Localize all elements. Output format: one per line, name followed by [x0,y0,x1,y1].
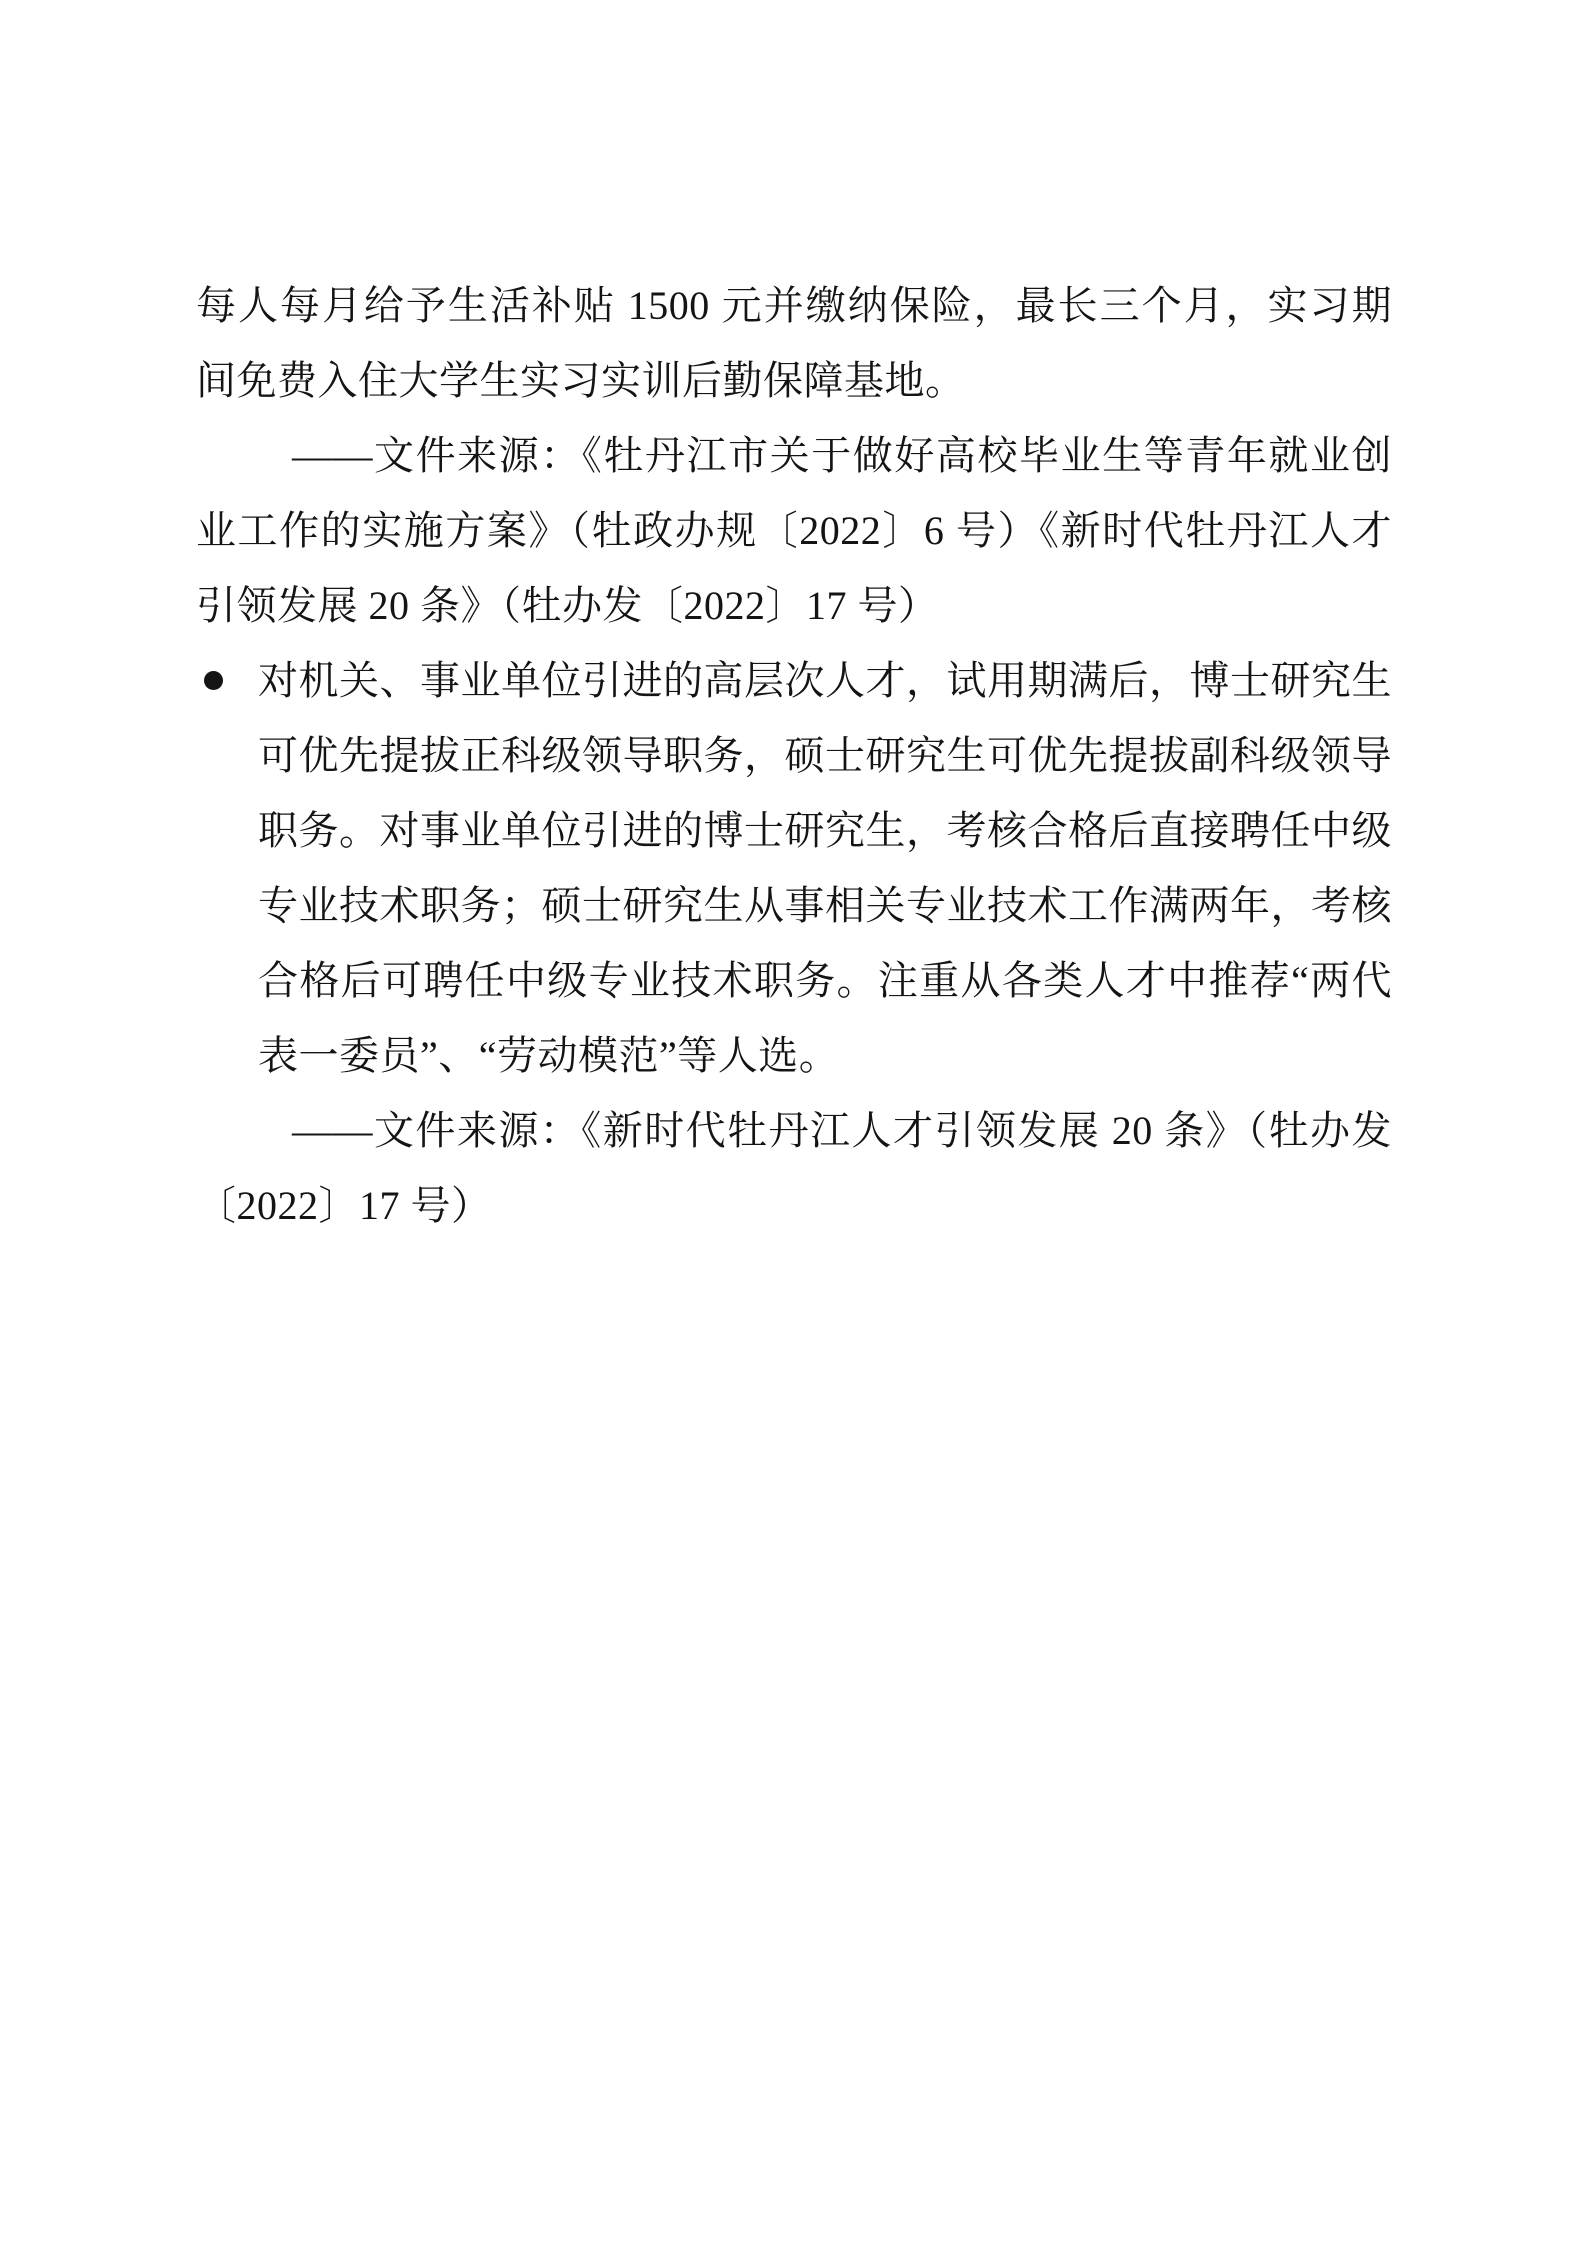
bullet-dot-icon [204,671,223,690]
paragraph-body: 每人每月给予生活补贴 1500 元并缴纳保险，最长三个月，实习期间免费入住大学生实习实训后勤保障基地。 [196,283,1392,403]
paragraph-source-2: ——文件来源：《新时代牡丹江人才引领发展 20 条》（牡办发〔2022〕17 号） [196,1108,1392,1228]
bulleted-paragraph [196,643,1392,1093]
paragraph-bullet-text: 对机关、事业单位引进的高层次人才，试用期满后，博士研究生可优先提拔正科级领导职务，硕士研究生可优先提拔副科级领导职务。对事业单位引进的博士研究生，考核合格后直接聘任中级专业技术职务；硕士研究生从事相关专业技术工作满两年，考核合格后可聘任中级专业技术职务。注重从各类人才中推荐“两代表一委员”、“劳动模范”等人选。 [258,658,1392,1078]
document-content [196,268,1392,1243]
paragraph-source: ——文件来源：《牡丹江市关于做好高校毕业生等青年就业创业工作的实施方案》（牡政办规〔2022〕6 号）《新时代牡丹江人才引领发展 20 条》（牡办发〔2022〕17 号） [196,433,1392,628]
